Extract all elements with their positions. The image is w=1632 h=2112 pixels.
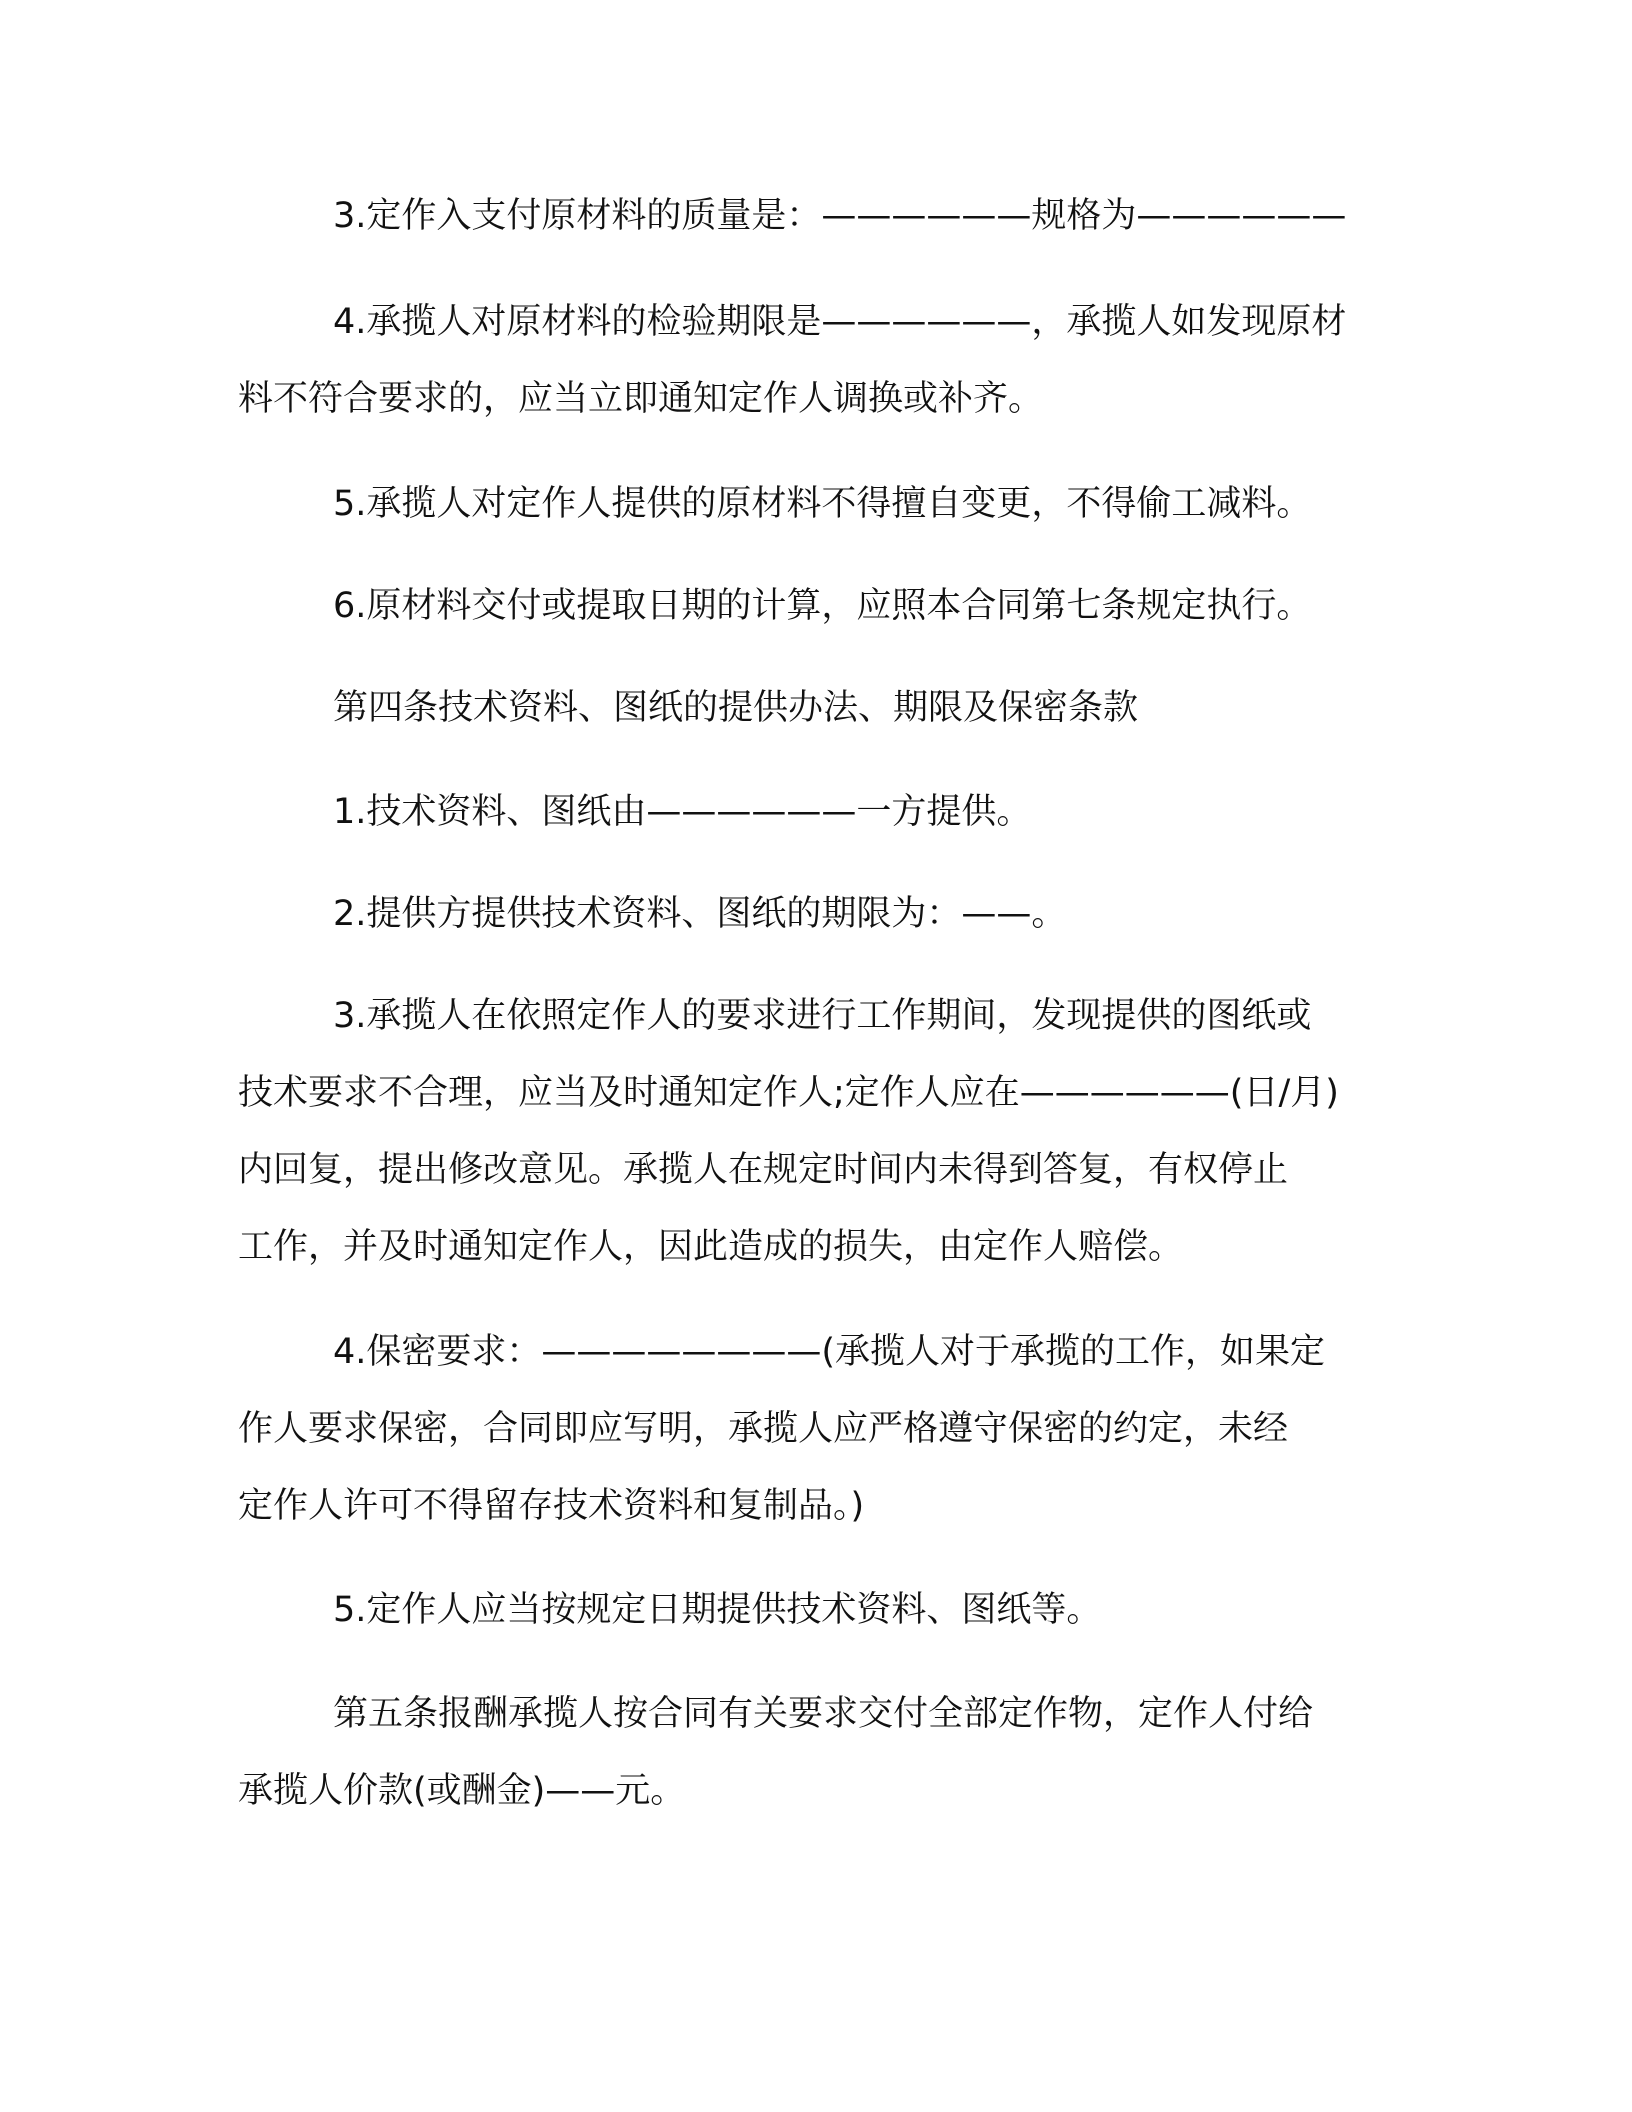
clause-3-6-delivery-date — [238, 568, 1388, 645]
text-line: 2.提供方提供技术资料、图纸的期限为：——。 — [333, 894, 1067, 934]
text-line: 第四条技术资料、图纸的提供办法、期限及保密条款 — [333, 688, 1139, 728]
text-line: 工作，并及时通知定作人，因此造成的损失，由定作人赔偿。 — [238, 1227, 1184, 1267]
text-line: 1.技术资料、图纸由——————一方提供。 — [333, 792, 1032, 832]
text-line: 3.承揽人在依照定作人的要求进行工作期间，发现提供的图纸或 — [333, 996, 1312, 1036]
text-line: 料不符合要求的，应当立即通知定作人调换或补齐。 — [238, 379, 1044, 419]
article-5-remuneration — [238, 1676, 1388, 1830]
text-line: 定作人许可不得留存技术资料和复制品。) — [238, 1486, 865, 1526]
clause-4-2-deadline — [238, 876, 1388, 953]
clause-3-4-inspection-period — [238, 284, 1388, 438]
clause-4-3-unreasonable-drawings — [238, 978, 1388, 1286]
clause-4-1-provider — [238, 774, 1388, 851]
article-4-heading — [238, 670, 1388, 747]
text-line: 承揽人价款(或酬金)——元。 — [238, 1771, 686, 1811]
clause-4-4-confidentiality — [238, 1314, 1388, 1545]
text-line: 6.原材料交付或提取日期的计算，应照本合同第七条规定执行。 — [333, 586, 1312, 626]
clause-4-5-provide-on-time — [238, 1572, 1388, 1649]
text-line: 4.保密要求：————————(承揽人对于承揽的工作，如果定 — [333, 1332, 1326, 1372]
text-line: 3.定作入支付原材料的质量是：——————规格为—————— — [333, 196, 1347, 236]
text-line: 内回复，提出修改意见。承揽人在规定时间内未得到答复，有权停止 — [238, 1150, 1289, 1190]
text-line: 4.承揽人对原材料的检验期限是——————，承揽人如发现原材 — [333, 302, 1347, 342]
text-line: 第五条报酬承揽人按合同有关要求交付全部定作物，定作人付给 — [333, 1694, 1314, 1734]
text-line: 作人要求保密，合同即应写明，承揽人应严格遵守保密的约定，未经 — [238, 1409, 1289, 1449]
clause-3-5-no-substitution — [238, 466, 1388, 543]
text-line: 5.承揽人对定作人提供的原材料不得擅自变更，不得偷工减料。 — [333, 484, 1312, 524]
text-line: 5.定作人应当按规定日期提供技术资料、图纸等。 — [333, 1590, 1102, 1630]
text-line: 技术要求不合理，应当及时通知定作人;定作人应在——————(日/月) — [238, 1073, 1339, 1113]
clause-3-3-material-quality — [238, 178, 1388, 255]
